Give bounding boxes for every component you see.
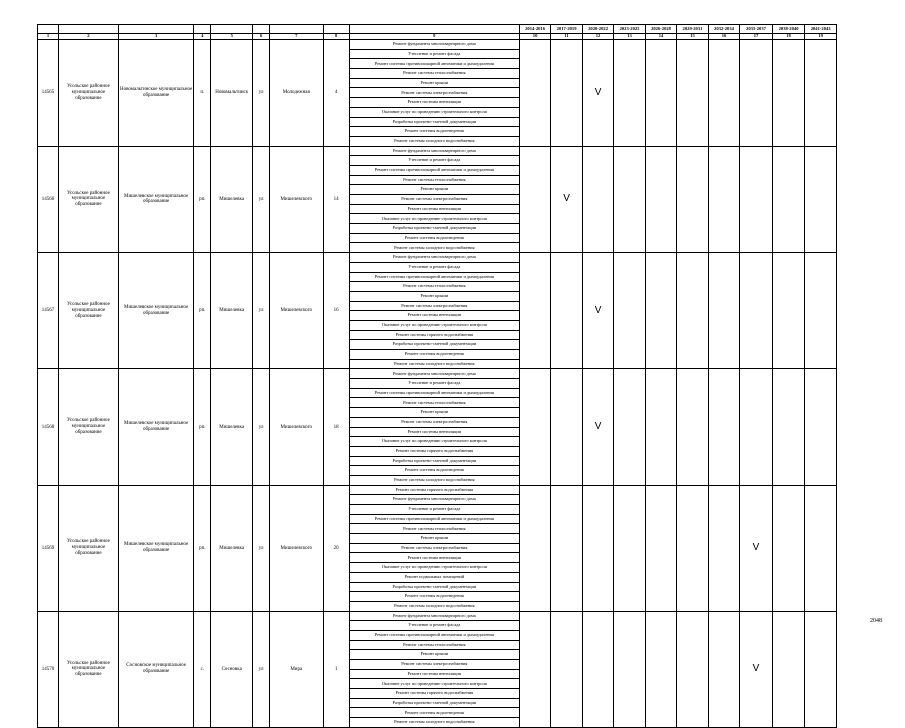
period-header: 2020-2022 xyxy=(582,25,613,34)
period-cell xyxy=(708,485,739,611)
column-number: 6 xyxy=(253,34,270,40)
house-number: 20 xyxy=(323,485,349,611)
district-name: Усольское районное муниципальное образование xyxy=(58,611,118,727)
period-cell xyxy=(805,611,837,727)
period-mark: V xyxy=(740,611,773,727)
header-blank-cell xyxy=(323,25,349,34)
header-blank-cell xyxy=(58,25,118,34)
period-cell xyxy=(740,369,773,485)
period-cell xyxy=(772,40,805,147)
period-cell xyxy=(614,146,645,253)
work-type: Ремонт системы электроснабжения xyxy=(349,301,519,311)
work-type: Утепление и ремонт фасада xyxy=(349,156,519,166)
street-name: Мира xyxy=(270,611,324,727)
work-type: Ремонт системы водоотведения xyxy=(349,127,519,137)
work-type: Ремонт системы электроснабжения xyxy=(349,88,519,98)
work-type: Ремонт системы вентиляции xyxy=(349,311,519,321)
period-cell xyxy=(645,485,676,611)
work-type: Ремонт системы вентиляции xyxy=(349,427,519,437)
period-cell xyxy=(582,611,613,727)
settlement-name: Мишелевка xyxy=(211,253,253,369)
district-name: Усольское районное муниципальное образование xyxy=(58,485,118,611)
settlement-name: Мишелевка xyxy=(211,369,253,485)
header-blank-cell xyxy=(38,25,59,34)
settlement-name: Мишелевка xyxy=(211,485,253,611)
settlement-name: Мишелевка xyxy=(211,146,253,253)
street-type: ул xyxy=(253,369,270,485)
period-cell xyxy=(805,40,837,147)
period-cell xyxy=(740,40,773,147)
period-cell xyxy=(551,611,582,727)
work-type: Ремонт системы вентиляции xyxy=(349,669,519,679)
column-number: 9 xyxy=(349,34,519,40)
period-cell xyxy=(677,40,708,147)
period-cell xyxy=(772,369,805,485)
street-name: Мишелевского xyxy=(270,146,324,253)
work-type: Ремонт системы теплоснабжения xyxy=(349,175,519,185)
settlement-type: с. xyxy=(194,611,211,727)
work-type: Разработка проектно-сметной документации xyxy=(349,340,519,350)
settlement-name: Новомальтинск xyxy=(211,40,253,147)
period-mark: V xyxy=(551,146,582,253)
work-type: Ремонт системы теплоснабжения xyxy=(349,282,519,292)
period-header: 2035-2037 xyxy=(740,25,773,34)
work-type: Ремонт крыши xyxy=(349,78,519,88)
work-type: Ремонт системы водоотведения xyxy=(349,466,519,476)
work-type: Оказание услуг по проведению строительного контроля xyxy=(349,679,519,689)
house-id: 14570 xyxy=(38,611,59,727)
period-header-row xyxy=(38,25,837,34)
column-number: 4 xyxy=(194,34,211,40)
column-number: 8 xyxy=(323,34,349,40)
period-header: 2017-2019 xyxy=(551,25,582,34)
period-cell xyxy=(805,253,837,369)
work-type: Ремонт системы электроснабжения xyxy=(349,417,519,427)
period-cell xyxy=(740,253,773,369)
house-id: 14566 xyxy=(38,146,59,253)
street-type: ул xyxy=(253,253,270,369)
work-type: Ремонт фундамента многоквартирного дома xyxy=(349,253,519,263)
period-cell xyxy=(614,611,645,727)
period-cell xyxy=(551,369,582,485)
settlement-type: рп. xyxy=(194,485,211,611)
work-type: Разработка проектно-сметной документации xyxy=(349,698,519,708)
settlement-type: рп. xyxy=(194,253,211,369)
work-type: Ремонт системы водоотведения xyxy=(349,592,519,602)
work-type: Ремонт системы горячего водоснабжения xyxy=(349,689,519,699)
house-id: 14567 xyxy=(38,253,59,369)
period-cell xyxy=(551,40,582,147)
period-cell xyxy=(614,369,645,485)
period-cell xyxy=(708,611,739,727)
period-cell xyxy=(677,369,708,485)
street-type: ул xyxy=(253,485,270,611)
column-number: 12 xyxy=(582,34,613,40)
district-name: Усольское районное муниципальное образование xyxy=(58,146,118,253)
capital-repair-schedule-table xyxy=(37,24,837,728)
work-type: Ремонт системы горячего водоснабжения xyxy=(349,446,519,456)
work-type: Ремонт крыши xyxy=(349,408,519,418)
work-type: Ремонт системы водоотведения xyxy=(349,708,519,718)
district-name: Усольское районное муниципальное образование xyxy=(58,253,118,369)
work-type: Ремонт системы теплоснабжения xyxy=(349,69,519,79)
period-cell xyxy=(582,146,613,253)
house-id: 14565 xyxy=(38,40,59,147)
period-cell xyxy=(708,369,739,485)
table-row xyxy=(38,611,837,621)
column-number: 15 xyxy=(677,34,708,40)
work-type: Ремонт системы противопожарной автоматики и дымоудаления xyxy=(349,514,519,524)
work-type: Ремонт системы водоотведения xyxy=(349,350,519,360)
period-cell xyxy=(677,611,708,727)
column-number: 3 xyxy=(118,34,194,40)
work-type: Оказание услуг по проведению строительного контроля xyxy=(349,214,519,224)
period-cell xyxy=(805,146,837,253)
municipality-name: Мишелевское муниципальное образование xyxy=(118,146,194,253)
work-type: Ремонт системы холодного водоснабжения xyxy=(349,475,519,485)
header-blank-cell xyxy=(253,25,270,34)
settlement-type: рп. xyxy=(194,146,211,253)
header-blank-cell xyxy=(194,25,211,34)
work-type: Ремонт системы противопожарной автоматики и дымоудаления xyxy=(349,388,519,398)
column-number: 5 xyxy=(211,34,253,40)
municipality-name: Сосновское муниципальное образование xyxy=(118,611,194,727)
work-type: Ремонт системы вентиляции xyxy=(349,553,519,563)
work-type: Ремонт системы теплоснабжения xyxy=(349,640,519,650)
period-header: 2032-2034 xyxy=(708,25,739,34)
period-cell xyxy=(677,146,708,253)
column-number: 19 xyxy=(805,34,837,40)
table-row xyxy=(38,369,837,379)
header-blank-cell xyxy=(118,25,194,34)
work-type: Ремонт подвальных помещений xyxy=(349,572,519,582)
work-type: Ремонт фундамента многоквартирного дома xyxy=(349,495,519,505)
period-cell xyxy=(740,146,773,253)
work-type: Ремонт системы вентиляции xyxy=(349,204,519,214)
work-type: Ремонт системы горячего водоснабжения xyxy=(349,485,519,495)
work-type: Ремонт системы холодного водоснабжения xyxy=(349,136,519,146)
period-header: 2029-2031 xyxy=(677,25,708,34)
work-type: Разработка проектно-сметной документации xyxy=(349,224,519,234)
work-type: Ремонт системы холодного водоснабжения xyxy=(349,718,519,728)
column-number: 1 xyxy=(38,34,59,40)
period-header: 2041-2043 xyxy=(805,25,837,34)
settlement-type: п. xyxy=(194,40,211,147)
period-cell xyxy=(708,40,739,147)
period-cell xyxy=(519,611,550,727)
settlement-name: Сосновка xyxy=(211,611,253,727)
period-cell xyxy=(519,253,550,369)
period-cell xyxy=(582,485,613,611)
work-type: Ремонт фундамента многоквартирного дома xyxy=(349,146,519,156)
period-cell xyxy=(805,369,837,485)
period-mark: V xyxy=(582,369,613,485)
municipality-name: Новомальтинское муниципальное образование xyxy=(118,40,194,147)
page-number: 2048 xyxy=(870,618,882,624)
table-row xyxy=(38,40,837,50)
house-number: 16 xyxy=(323,253,349,369)
municipality-name: Мишелевское муниципальное образование xyxy=(118,369,194,485)
house-number: 14 xyxy=(323,146,349,253)
period-cell xyxy=(614,253,645,369)
period-cell xyxy=(645,611,676,727)
street-name: Молодежная xyxy=(270,40,324,147)
header-blank-cell xyxy=(211,25,253,34)
period-cell xyxy=(551,485,582,611)
work-type: Утепление и ремонт фасада xyxy=(349,49,519,59)
work-type: Разработка проектно-сметной документации xyxy=(349,456,519,466)
column-number: 18 xyxy=(772,34,805,40)
period-cell xyxy=(614,485,645,611)
work-type: Ремонт системы теплоснабжения xyxy=(349,524,519,534)
work-type: Оказание услуг по проведению строительного контроля xyxy=(349,320,519,330)
period-cell xyxy=(519,146,550,253)
work-type: Ремонт крыши xyxy=(349,291,519,301)
period-mark: V xyxy=(582,253,613,369)
period-cell xyxy=(519,485,550,611)
period-cell xyxy=(772,611,805,727)
work-type: Ремонт фундамента многоквартирного дома xyxy=(349,369,519,379)
work-type: Ремонт крыши xyxy=(349,185,519,195)
work-type: Ремонт системы противопожарной автоматики и дымоудаления xyxy=(349,272,519,282)
period-cell xyxy=(519,369,550,485)
period-cell xyxy=(772,146,805,253)
column-number: 7 xyxy=(270,34,324,40)
column-number: 16 xyxy=(708,34,739,40)
house-id: 14569 xyxy=(38,485,59,611)
work-type: Утепление и ремонт фасада xyxy=(349,505,519,515)
work-type: Разработка проектно-сметной документации xyxy=(349,117,519,127)
house-number: 1 xyxy=(323,611,349,727)
period-header: 2014-2016 xyxy=(519,25,550,34)
house-number: 18 xyxy=(323,369,349,485)
work-type: Ремонт фундамента многоквартирного дома xyxy=(349,611,519,621)
column-number: 10 xyxy=(519,34,550,40)
district-name: Усольское районное муниципальное образование xyxy=(58,40,118,147)
column-number: 11 xyxy=(551,34,582,40)
settlement-type: рп. xyxy=(194,369,211,485)
street-name: Мишелевского xyxy=(270,369,324,485)
street-name: Мишелевского xyxy=(270,485,324,611)
table-row xyxy=(38,146,837,156)
period-cell xyxy=(805,485,837,611)
work-type: Ремонт системы горячего водоснабжения xyxy=(349,330,519,340)
column-number: 17 xyxy=(740,34,773,40)
header-blank-cell xyxy=(270,25,324,34)
work-type: Ремонт системы вентиляции xyxy=(349,98,519,108)
work-type: Ремонт системы противопожарной автоматики и дымоудаления xyxy=(349,59,519,69)
street-name: Мишелевского xyxy=(270,253,324,369)
column-number: 13 xyxy=(614,34,645,40)
work-type: Ремонт системы электроснабжения xyxy=(349,195,519,205)
street-type: ул xyxy=(253,40,270,147)
work-type: Утепление и ремонт фасада xyxy=(349,262,519,272)
work-type: Оказание услуг по проведению строительного контроля xyxy=(349,437,519,447)
work-type: Оказание услуг по проведению строительного контроля xyxy=(349,563,519,573)
work-type: Ремонт системы теплоснабжения xyxy=(349,398,519,408)
period-cell xyxy=(645,369,676,485)
table-row xyxy=(38,485,837,495)
period-cell xyxy=(677,253,708,369)
period-cell xyxy=(614,40,645,147)
period-cell xyxy=(645,253,676,369)
work-type: Ремонт системы электроснабжения xyxy=(349,543,519,553)
work-type: Ремонт фундамента многоквартирного дома xyxy=(349,40,519,50)
work-type: Ремонт системы противопожарной автоматики и дымоудаления xyxy=(349,165,519,175)
work-type: Ремонт крыши xyxy=(349,534,519,544)
work-type: Ремонт системы электроснабжения xyxy=(349,660,519,670)
period-header: 2023-2025 xyxy=(614,25,645,34)
work-type: Ремонт системы холодного водоснабжения xyxy=(349,243,519,253)
period-cell xyxy=(519,40,550,147)
period-mark: V xyxy=(582,40,613,147)
period-header: 2038-2040 xyxy=(772,25,805,34)
header-blank-cell xyxy=(349,25,519,34)
municipality-name: Мишелевское муниципальное образование xyxy=(118,485,194,611)
work-type: Ремонт системы водоотведения xyxy=(349,233,519,243)
street-type: ул xyxy=(253,611,270,727)
house-number: 4 xyxy=(323,40,349,147)
period-cell xyxy=(645,40,676,147)
house-id: 14568 xyxy=(38,369,59,485)
period-cell xyxy=(708,146,739,253)
period-header: 2026-2028 xyxy=(645,25,676,34)
period-cell xyxy=(772,485,805,611)
period-cell xyxy=(677,485,708,611)
period-cell xyxy=(551,253,582,369)
work-type: Ремонт системы холодного водоснабжения xyxy=(349,359,519,369)
column-number: 14 xyxy=(645,34,676,40)
street-type: ул xyxy=(253,146,270,253)
work-type: Ремонт системы холодного водоснабжения xyxy=(349,601,519,611)
work-type: Оказание услуг по проведению строительного контроля xyxy=(349,107,519,117)
period-mark: V xyxy=(740,485,773,611)
table-row xyxy=(38,253,837,263)
municipality-name: Мишелевское муниципальное образование xyxy=(118,253,194,369)
work-type: Утепление и ремонт фасада xyxy=(349,621,519,631)
work-type: Ремонт крыши xyxy=(349,650,519,660)
period-cell xyxy=(708,253,739,369)
period-cell xyxy=(772,253,805,369)
work-type: Ремонт системы противопожарной автоматики и дымоудаления xyxy=(349,630,519,640)
column-number: 2 xyxy=(58,34,118,40)
district-name: Усольское районное муниципальное образование xyxy=(58,369,118,485)
work-type: Утепление и ремонт фасада xyxy=(349,379,519,389)
period-cell xyxy=(645,146,676,253)
work-type: Разработка проектно-сметной документации xyxy=(349,582,519,592)
